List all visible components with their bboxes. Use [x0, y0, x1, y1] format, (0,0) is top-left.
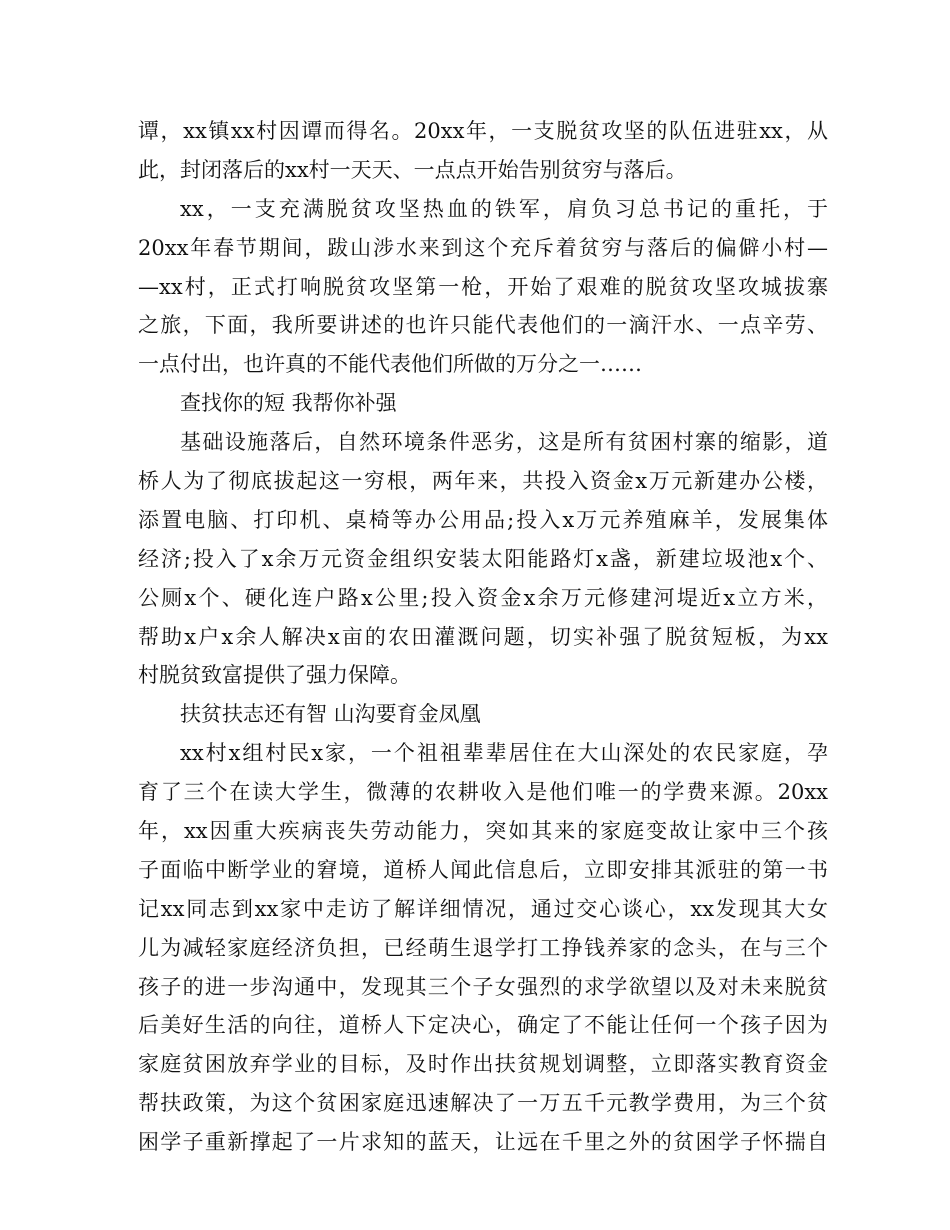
text-line: 之旅，下面，我所要讲述的也许只能代表他们的一滴汗水、一点辛劳、	[138, 313, 828, 338]
text-line: 困学子重新撑起了一片求知的蓝天，让远在千里之外的贫困学子怀揣自	[138, 1130, 828, 1155]
text-line: 此，封闭落后的xx村一天天、一点点开始告别贫穷与落后。	[138, 157, 687, 182]
section-heading: 扶贫扶志还有智 山沟要育金凤凰	[180, 702, 481, 727]
text-line: 公厕x个、硬化连户路x公里;投入资金x余万元修建河堤近x立方米，	[138, 585, 828, 610]
text-line: 后美好生活的向往，道桥人下定决心，确定了不能让任何一个孩子因为	[138, 1013, 828, 1038]
text-line: 谭，xx镇xx村因谭而得名。20xx年，一支脱贫攻坚的队伍进驻xx，从	[138, 119, 828, 143]
text-line: 家庭贫困放弃学业的目标，及时作出扶贫规划调整，立即落实教育资金	[138, 1052, 828, 1077]
text-line: 添置电脑、打印机、桌椅等办公用品;投入x万元养殖麻羊，发展集体	[138, 507, 828, 532]
text-line: 基础设施落后，自然环境条件恶劣，这是所有贫困村寨的缩影，道	[180, 430, 828, 455]
article-body	[138, 112, 828, 1162]
text-line: 记xx同志到xx家中走访了解详细情况，通过交心谈心，xx发现其大女	[138, 896, 828, 921]
text-line: xx，一支充满脱贫攻坚热血的铁军，肩负习总书记的重托，于	[180, 196, 828, 221]
text-line: 20xx年春节期间，跋山涉水来到这个充斥着贫穷与落后的偏僻小村—	[138, 235, 828, 260]
text-line: 村脱贫致富提供了强力保障。	[138, 663, 411, 688]
text-line: 儿为减轻家庭经济负担，已经萌生退学打工挣钱养家的念头，在与三个	[138, 935, 828, 960]
text-line: 子面临中断学业的窘境，道桥人闻此信息后，立即安排其派驻的第一书	[138, 857, 828, 882]
text-line: 育了三个在读大学生，微薄的农耕收入是他们唯一的学费来源。20xx	[138, 780, 828, 805]
text-line: xx村x组村民x家，一个祖祖辈辈居住在大山深处的农民家庭，孕	[180, 741, 828, 766]
text-line: 年，xx因重大疾病丧失劳动能力，突如其来的家庭变故让家中三个孩	[138, 819, 828, 844]
text-line: 经济;投入了x余万元资金组织安装太阳能路灯x盏，新建垃圾池x个、	[138, 546, 828, 571]
text-line: 帮扶政策，为这个贫困家庭迅速解决了一万五千元教学费用，为三个贫	[138, 1091, 828, 1116]
text-line: 一点付出，也许真的不能代表他们所做的万分之一……	[138, 352, 642, 377]
text-line: 桥人为了彻底拔起这一穷根，两年来，共投入资金x万元新建办公楼，	[138, 469, 828, 494]
section-heading: 查找你的短 我帮你补强	[180, 391, 397, 416]
text-line: 孩子的进一步沟通中，发现其三个子女强烈的求学欲望以及对未来脱贫	[138, 974, 828, 999]
text-line: 帮助x户x余人解决x亩的农田灌溉问题，切实补强了脱贫短板，为xx	[138, 624, 828, 649]
text-line: —xx村，正式打响脱贫攻坚第一枪，开始了艰难的脱贫攻坚攻城拔寨	[138, 274, 828, 299]
